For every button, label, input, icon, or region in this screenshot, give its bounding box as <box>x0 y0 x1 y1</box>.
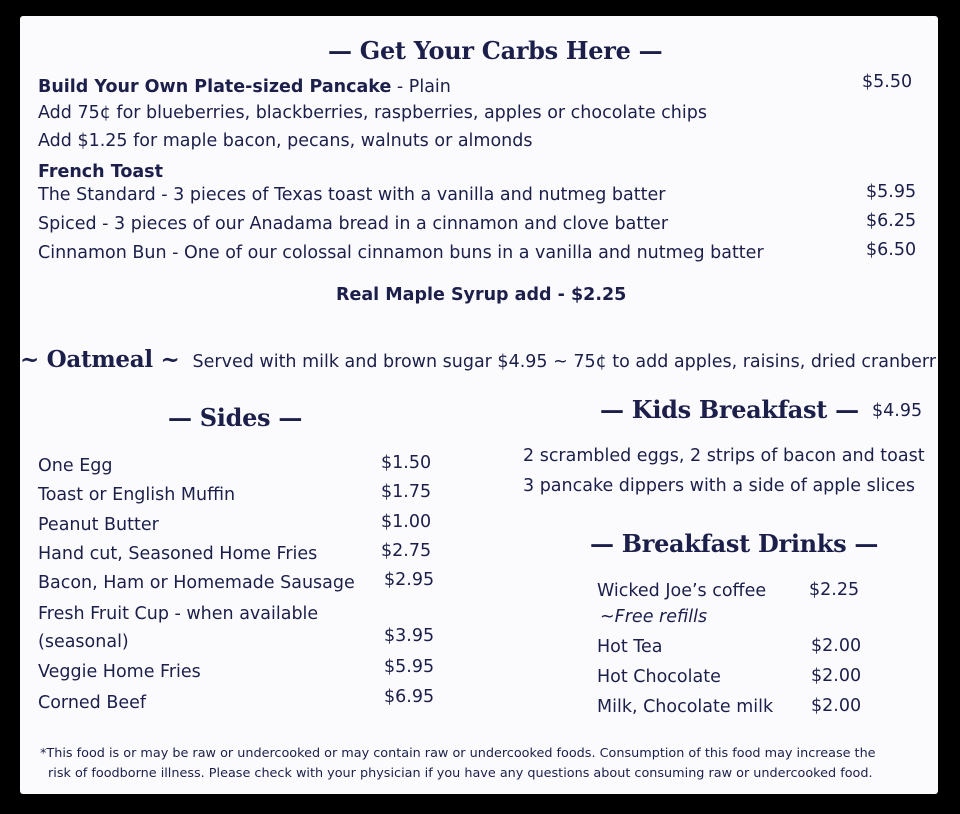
french-toast-item: Spiced - 3 pieces of our Anadama bread in a cinnamon and clove batter <box>38 214 669 234</box>
side-price: $5.95 <box>384 657 435 677</box>
oatmeal-line <box>20 346 936 373</box>
side-price: $6.95 <box>384 687 435 707</box>
drinks-heading: — Breakfast Drinks — <box>590 529 879 558</box>
french-toast-heading: French Toast <box>38 162 163 182</box>
french-toast-price: $6.25 <box>866 211 917 231</box>
drink-item: Wicked Joe’s coffee <box>597 581 767 601</box>
side-item: (seasonal) <box>38 632 129 652</box>
side-price: $1.00 <box>381 512 432 532</box>
side-price: $1.50 <box>381 453 432 473</box>
kids-line-2: 3 pancake dippers with a side of apple slices <box>523 476 915 496</box>
pancake-name: Build Your Own Plate-sized Pancake <box>38 77 392 97</box>
side-item: Peanut Butter <box>38 515 159 535</box>
addon-line-1: Add 75¢ for blueberries, blackberries, raspberries, apples or chocolate chips <box>38 103 707 123</box>
drink-price: $2.25 <box>809 580 860 600</box>
drink-price: $2.00 <box>811 666 862 686</box>
oatmeal-heading: ~ Oatmeal ~ <box>20 346 180 373</box>
side-item: One Egg <box>38 456 113 476</box>
allergy-disclaimer-line-2: risk of foodborne illness. Please check with your physician if you have any questions about consuming raw or undercooked food. <box>48 766 873 781</box>
side-price: $1.75 <box>381 482 432 502</box>
french-toast-item: The Standard - 3 pieces of Texas toast with a vanilla and nutmeg batter <box>38 185 666 205</box>
drink-item: Milk, Chocolate milk <box>597 697 774 717</box>
drink-price: $2.00 <box>811 696 862 716</box>
sides-heading: — Sides — <box>168 403 303 432</box>
side-item: Bacon, Ham or Homemade Sausage <box>38 573 355 593</box>
drink-price: $2.00 <box>811 636 862 656</box>
side-price: $2.95 <box>384 570 435 590</box>
oatmeal-text: Served with milk and brown sugar $4.95 ~ 75¢ to add apples, raisins, dried cranberr <box>192 352 937 372</box>
kids-price: $4.95 <box>872 401 923 421</box>
side-price: $3.95 <box>384 626 435 646</box>
allergy-disclaimer-line-1: *This food is or may be raw or undercooked or may contain raw or undercooked foods. Consumption of this food may increase the <box>40 746 876 761</box>
carbs-heading: — Get Your Carbs Here — <box>328 36 663 65</box>
side-price: $2.75 <box>381 541 432 561</box>
side-item: Corned Beef <box>38 693 147 713</box>
side-item: Veggie Home Fries <box>38 662 201 682</box>
free-refills-note: ~Free refills <box>600 607 708 627</box>
side-item: Fresh Fruit Cup - when available <box>38 604 319 624</box>
menu-page <box>20 16 938 794</box>
french-toast-price: $6.50 <box>866 240 917 260</box>
kids-heading: — Kids Breakfast — <box>600 395 859 424</box>
drink-item: Hot Tea <box>597 637 663 657</box>
french-toast-item: Cinnamon Bun - One of our colossal cinnamon buns in a vanilla and nutmeg batter <box>38 243 764 263</box>
drink-item: Hot Chocolate <box>597 667 721 687</box>
side-item: Toast or English Muffin <box>38 485 236 505</box>
pancake-line <box>38 77 451 97</box>
addon-line-2: Add $1.25 for maple bacon, pecans, walnuts or almonds <box>38 131 533 151</box>
maple-syrup-note: Real Maple Syrup add - $2.25 <box>336 285 627 305</box>
pancake-suffix: - Plain <box>391 77 451 97</box>
side-item: Hand cut, Seasoned Home Fries <box>38 544 318 564</box>
pancake-price: $5.50 <box>862 72 913 92</box>
french-toast-price: $5.95 <box>866 182 917 202</box>
kids-line-1: 2 scrambled eggs, 2 strips of bacon and toast <box>523 446 925 466</box>
